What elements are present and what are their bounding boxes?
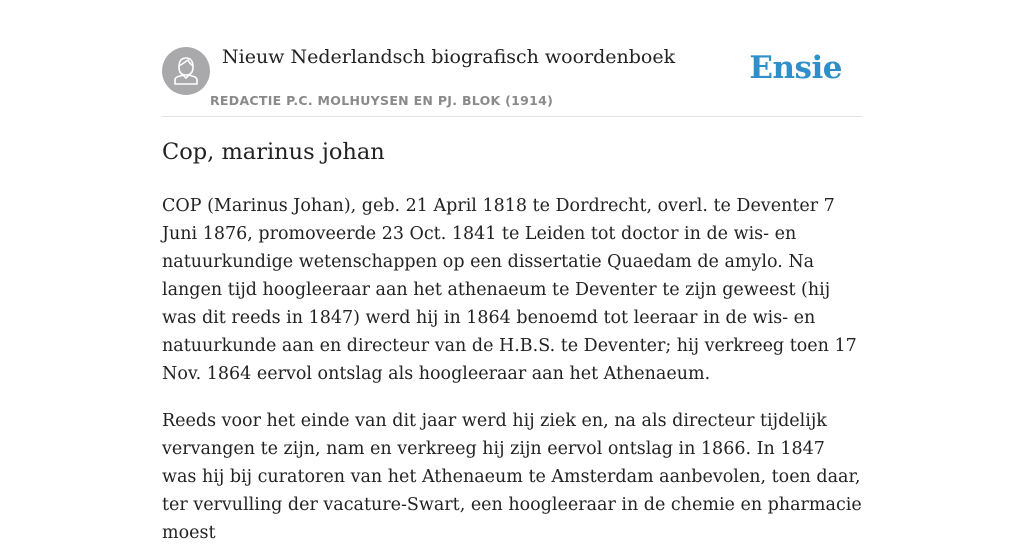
ensie-logo-link[interactable]: Ensie xyxy=(749,50,842,86)
entry-paragraph: COP (Marinus Johan), geb. 21 April 1818 te Dordrecht, overl. te Deventer 7 Juni 1876, promoveerde 23 Oct. 1841 te Leiden tot doctor in de wis- en natuurkundige wetenschappen op een dissertatie Quaedam de amylo. Na langen tijd hoogleeraar aan het athenaeum te Deventer te zijn geweest (hij was dit reeds in 1847) werd hij in 1864 benoemd tot leeraar in de wis- en natuurkunde aan en directeur van de H.B.S. te Deventer; hij verkreeg toen 17 Nov. 1864 eervol ontslag als hoogleeraar aan het Athenaeum. xyxy=(162,196,857,384)
entry-paragraph: Reeds voor het einde van dit jaar werd hij ziek en, na als directeur tijdelijk vervangen te zijn, nam en verkreeg hij zijn eervol ontslag in 1866. In 1847 was hij bij curatoren van het Athenaeum te Amsterdam aanbevolen, toen daar, ter vervulling der vacature-Swart, een hoogleeraar in de chemie en pharmacie moest xyxy=(162,411,862,543)
book-editors: REDACTIE P.C. MOLHUYSEN EN PJ. BLOK (1914) xyxy=(210,93,554,108)
user-silhouette-icon xyxy=(162,47,210,95)
source-header xyxy=(162,46,862,117)
book-title[interactable]: Nieuw Nederlandsch biografisch woordenboek xyxy=(222,46,676,68)
entry-title: Cop, marinus johan xyxy=(162,139,385,165)
